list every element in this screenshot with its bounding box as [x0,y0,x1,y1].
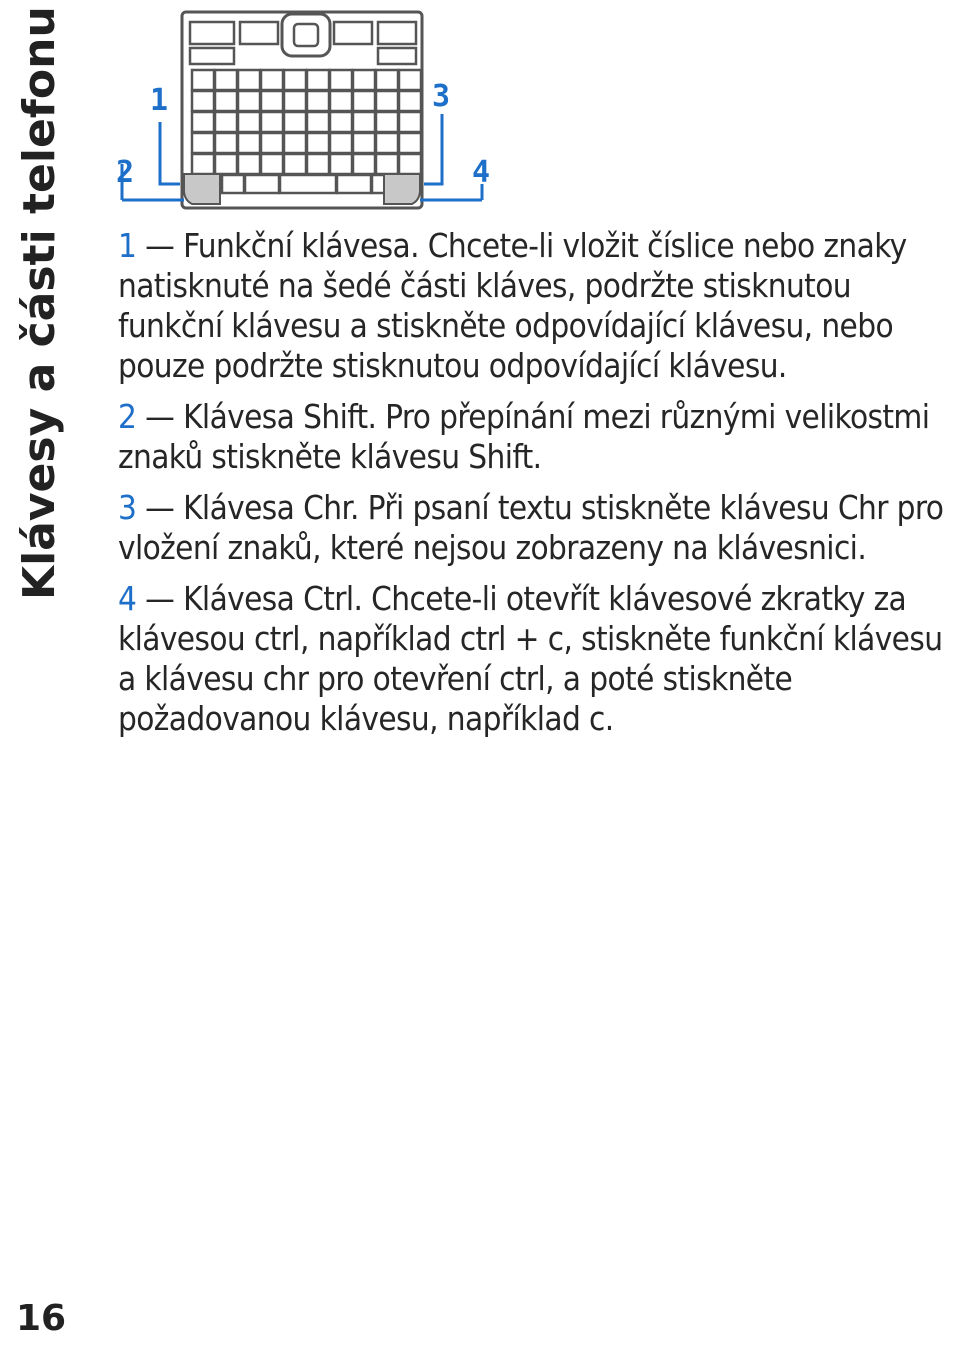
keyboard-key [222,175,244,193]
keyboard-key [399,133,421,153]
item-number: 3 [118,488,137,527]
keyboard-key [192,112,214,132]
keyboard-key [280,175,336,193]
keyboard-key [330,154,352,174]
keyboard-key [376,112,398,132]
list-item [118,488,960,568]
keyboard-key [215,70,237,90]
keyboard-key [376,70,398,90]
item-text: Klávesa Ctrl. Chcete-li otevřít klávesové zkratky za klávesou ctrl, například ctrl + c, stiskněte funkční klávesu a klávesu chr pro otevření ctrl, a poté stiskněte požadovanou klávesu, například c. [118,579,943,738]
keyboard-key [307,154,329,174]
keyboard-key [238,112,260,132]
keyboard-key [399,112,421,132]
keyboard-key [284,70,306,90]
page-number: 16 [16,1298,67,1339]
keyboard-key [376,133,398,153]
keyboard-key [399,91,421,111]
side-title-text: Klávesy a části telefonu [14,6,65,600]
side-title [12,6,65,600]
keyboard-key [215,133,237,153]
item-number: 2 [118,397,137,436]
item-dash: — [145,579,175,618]
keyboard-key [261,133,283,153]
item-number: 1 [118,226,137,265]
keyboard-key [330,133,352,153]
description-list [118,226,960,750]
keyboard-key [261,112,283,132]
keyboard-key [284,91,306,111]
item-text: Funkční klávesa. Chcete-li vložit číslice nebo znaky natisknuté na šedé části kláves, podržte stisknutou funkční klávesu a stiskněte odpovídající klávesu, nebo pouze podržte stisknutou odpovídající klávesu. [118,226,907,385]
keyboard-key [261,91,283,111]
keyboard-key [238,70,260,90]
item-text: Klávesa Chr. Při psaní textu stiskněte klávesu Chr pro vložení znaků, které nejsou zobrazeny na klávesnici. [118,488,944,567]
keyboard-key [215,91,237,111]
item-number: 4 [118,579,137,618]
keyboard-key [307,91,329,111]
keyboard-key [261,154,283,174]
keyboard-diagram [112,4,502,216]
keyboard-key [192,91,214,111]
keyboard-key [284,154,306,174]
keyboard-key [337,175,371,193]
keyboard-key [192,133,214,153]
item-dash: — [145,397,175,436]
keyboard-key [376,154,398,174]
keyboard-key [399,154,421,174]
callout-2: 2 [116,155,135,190]
keyboard-key [238,133,260,153]
keyboard-key [353,91,375,111]
list-item [118,226,960,386]
keyboard-key [353,154,375,174]
keyboard-key [238,154,260,174]
list-item [118,579,960,739]
keyboard-key [307,133,329,153]
item-dash: — [145,488,175,527]
keyboard-key [238,91,260,111]
keyboard-key [284,133,306,153]
keyboard-illustration [112,4,502,216]
keyboard-key [192,70,214,90]
keyboard-key [353,133,375,153]
keyboard-key [284,112,306,132]
keyboard-key [330,91,352,111]
keyboard-key [353,112,375,132]
keyboard-key [261,70,283,90]
keyboard-key [399,70,421,90]
keyboard-key [376,91,398,111]
item-text: Klávesa Shift. Pro přepínání mezi různými velikostmi znaků stiskněte klávesu Shift. [118,397,930,476]
keyboard-key [245,175,279,193]
keyboard-key [353,70,375,90]
keyboard-key [192,154,214,174]
keyboard-key [330,70,352,90]
item-dash: — [145,226,175,265]
callout-4: 4 [472,155,491,190]
keyboard-key [215,112,237,132]
callout-1: 1 [150,83,169,118]
keyboard-key [307,70,329,90]
keyboard-key [330,112,352,132]
callout-3: 3 [432,79,451,114]
keyboard-key [215,154,237,174]
keyboard-key [307,112,329,132]
list-item [118,397,960,477]
